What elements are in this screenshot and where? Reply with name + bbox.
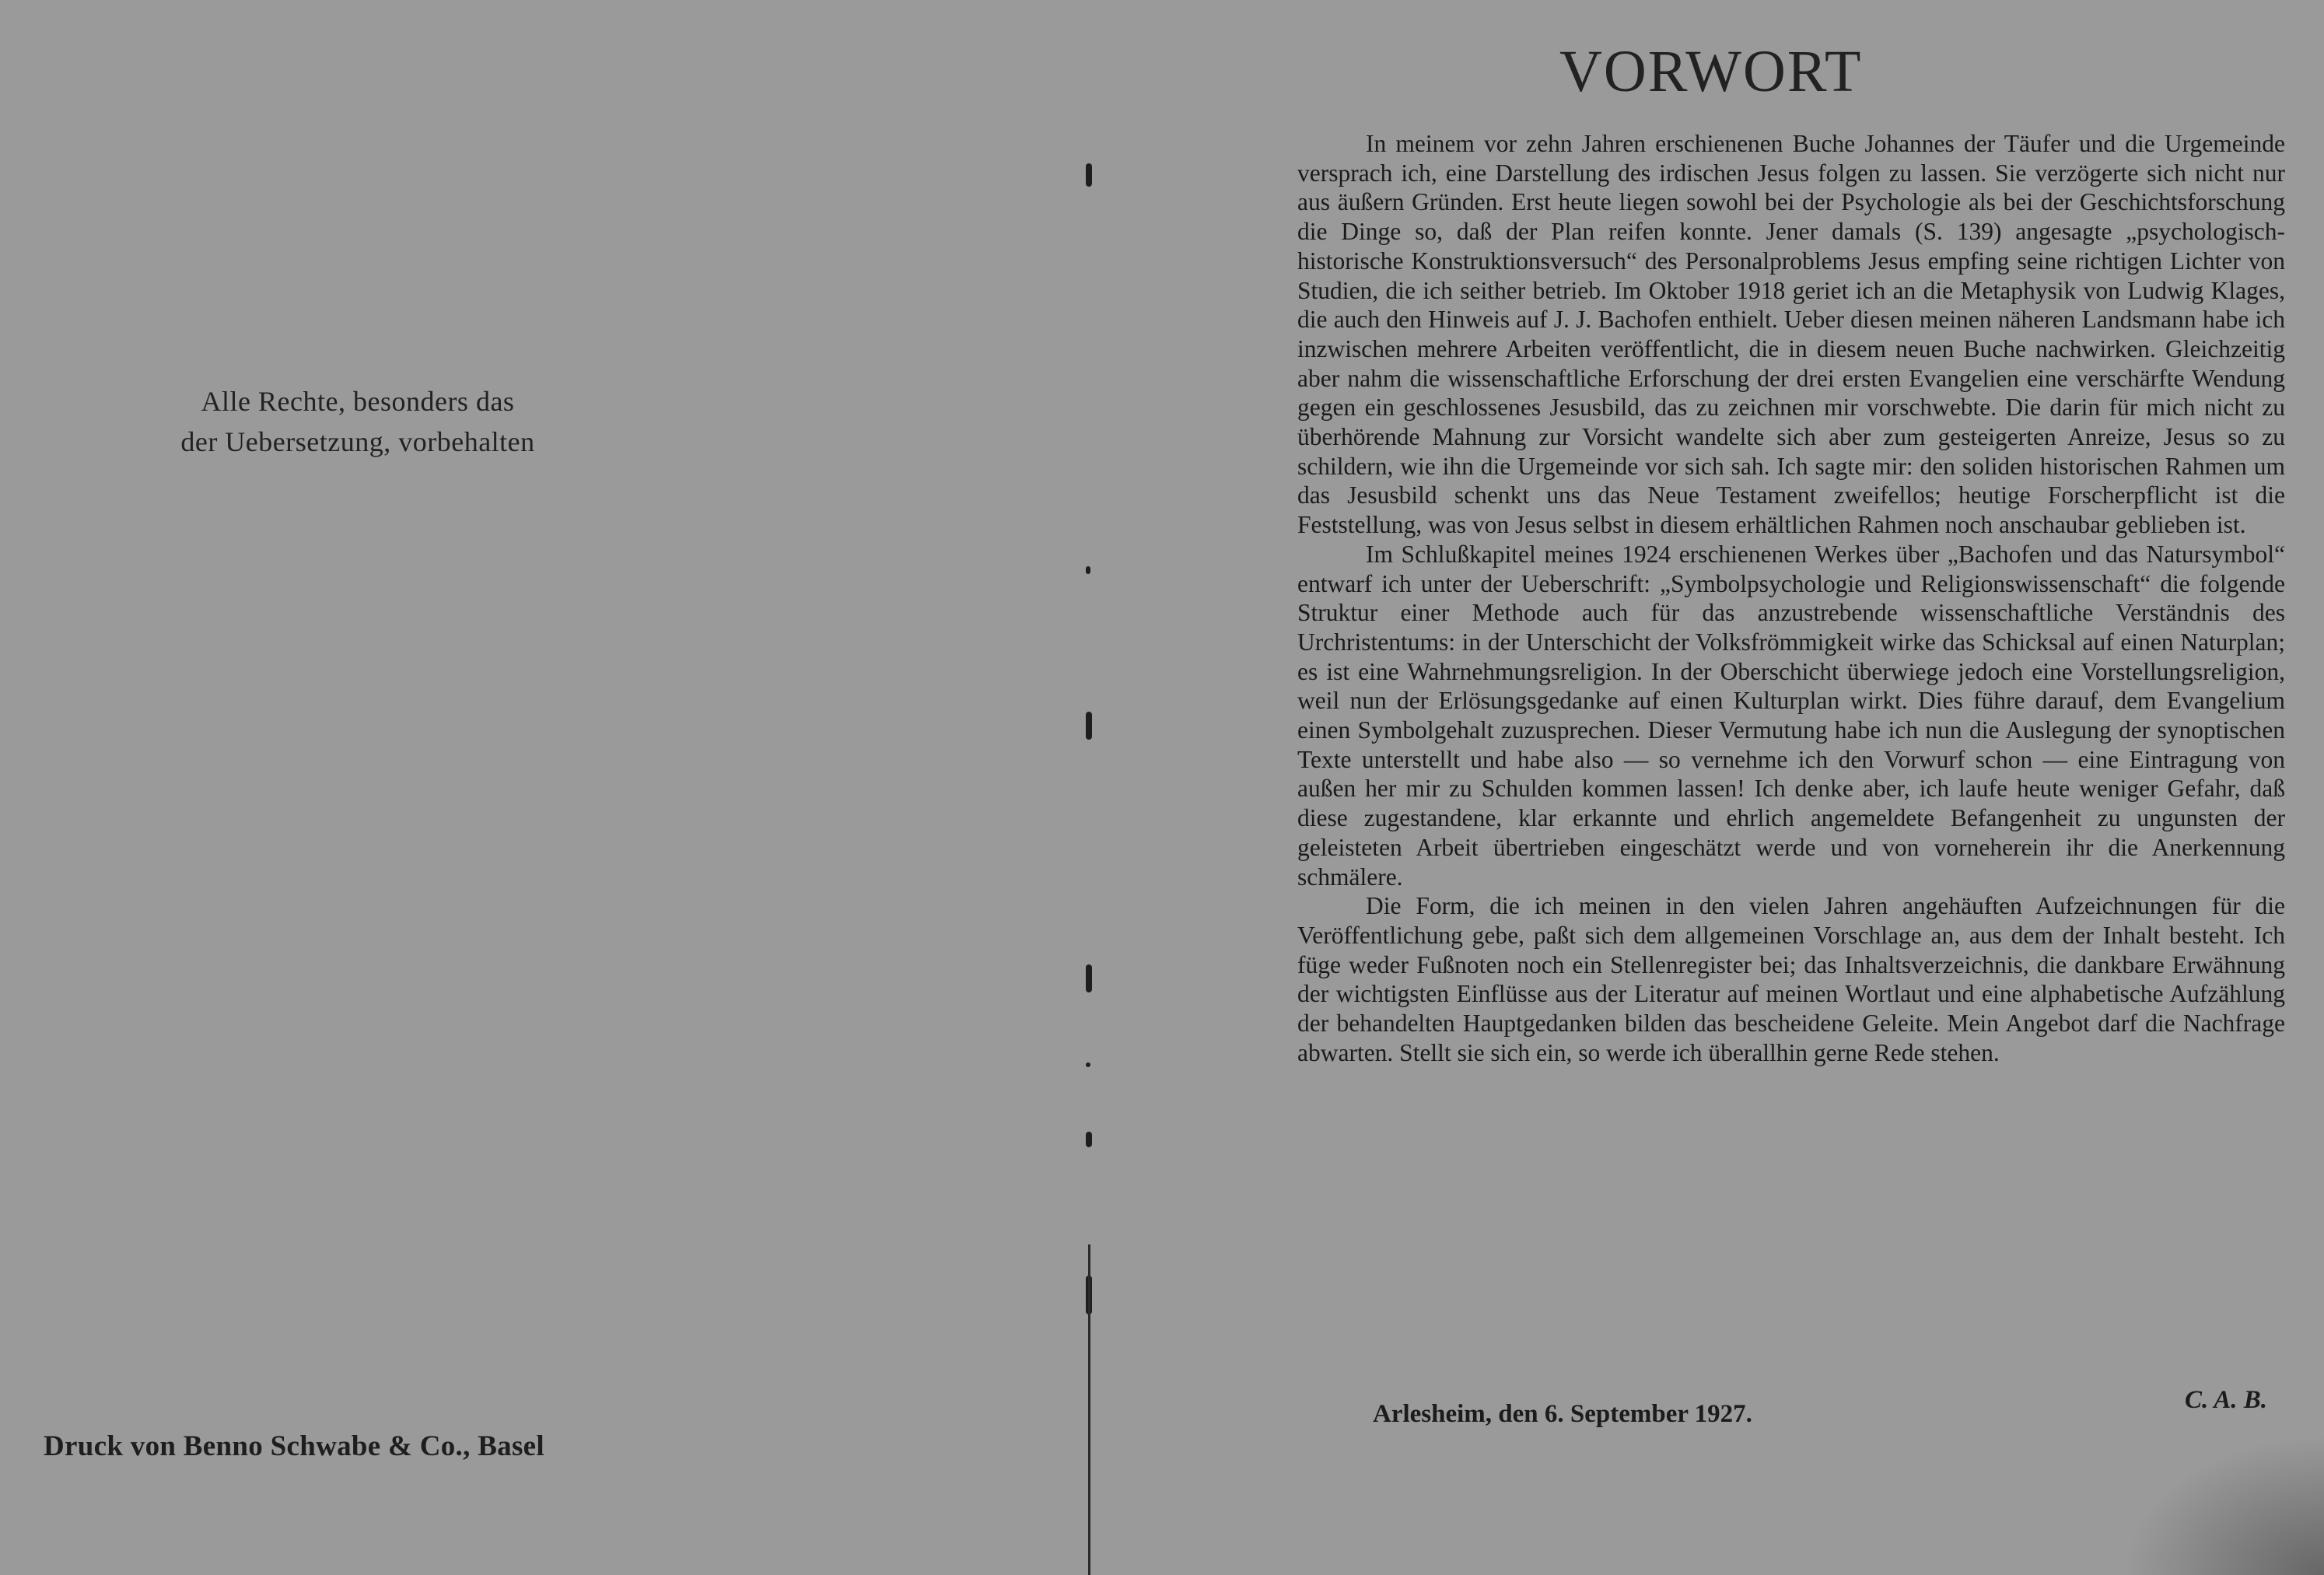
closing-line xyxy=(1373,1386,2291,1433)
paragraph-1: In meinem vor zehn Jahren erschienenen Buche Johannes der Täufer und die Urgemeinde versprach ich, eine Darstellung des irdischen Jesus folgen zu lassen. Sie verzögerte sich nicht nur aus äußern Gründen. Erst heute liegen sowohl bei der Psychologie als bei der Geschichtsforschung die Dinge so, daß der Plan reifen konnte. Jener damals (S. 139) angesagte „psychologisch-historische Konstruktionsversuch“ des Personalproblems Jesus empfing seine richtigen Lichter von Studien, die ich seither betrieb. Im Oktober 1918 geriet ich an die Metaphysik von Ludwig Klages, die auch den Hinweis auf J. J. Bachofen enthielt. Ueber diesen meinen näheren Landsmann habe ich inzwischen mehrere Arbeiten veröffentlicht, die in diesem neuen Buche nachwirken. Gleichzeitig aber nahm die wissenschaftliche Erforschung der drei ersten Evangelien eine verschärfte Wendung gegen ein geschlossenes Jesusbild, das zu zeichnen mir vorschwebte. Die darin für mich nicht zu überhörende Mahnung zur Vorsicht wandelte sich aber zum gesteigerten Anreize, Jesus so zu schildern, wie ihn die Urgemeinde vor sich sah. Ich sagte mir: den soliden historischen Rahmen um das Jesusbild schenkt uns das Neue Testament zweifellos; heutige Forscherpflicht ist die Feststellung, was von Jesus selbst in diesem erhältlichen Rahmen noch anschaubar geblieben ist. xyxy=(1297,130,2285,539)
rights-notice-line-1: Alle Rechte, besonders das xyxy=(201,386,515,417)
page-corner-stain xyxy=(2122,1435,2324,1575)
binding-mark xyxy=(1086,712,1092,740)
preface-text xyxy=(1297,129,2285,1068)
printer-imprint: Druck von Benno Schwabe & Co., Basel xyxy=(44,1430,544,1462)
paragraph-3: Die Form, die ich meinen in den vielen Jahren angehäuften Aufzeichnungen für die Veröffentlichung gebe, paßt sich dem allgemeinen Vorschlage an, aus dem der Inhalt besteht. Ich füge weder Fußnoten noch ein Stellenregister bei; das Inhaltsverzeichnis, die dankbare Erwähnung der wichtigsten Einflüsse aus der Literatur auf meinen Wortlaut und eine alphabetische Aufzählung der behandelten Hauptgedanken bilden das bescheidene Geleite. Mein Angebot darf die Nachfrage abwarten. Stellt sie sich ein, so werde ich überallhin gerne Rede stehen. xyxy=(1297,892,2285,1066)
binding-mark xyxy=(1086,566,1090,574)
binding-mark xyxy=(1086,1132,1092,1147)
author-initials: C. A. B. xyxy=(2184,1386,2267,1414)
right-page xyxy=(1093,0,2324,1575)
place-date: Arlesheim, den 6. September 1927. xyxy=(1373,1400,1752,1428)
rights-notice-line-2: der Uebersetzung, vorbehalten xyxy=(180,426,535,457)
binding-mark xyxy=(1086,964,1092,992)
binding-mark xyxy=(1086,163,1092,187)
paragraph-2: Im Schlußkapitel meines 1924 erschienenen Werkes über „Bachofen und das Natursymbol“ entwarf ich unter der Ueberschrift: „Symbolpsychologie und Religionswissenschaft“ die folgende Struktur einer Methode auch für das anzustrebende wissenschaftliche Verständnis des Urchristentums: in der Unterschicht der Volksfrömmigkeit wirke das Schicksal auf einen Naturplan; es ist eine Wahrnehmungsreligion. In der Oberschicht überwiege jedoch eine Vorstellungsreligion, weil nun der Erlösungsgedanke auf einen Kulturplan wirkt. Dies führe darauf, dem Evangelium einen Symbolgehalt zuzusprechen. Dieser Vermutung habe ich nun die Auslegung der synoptischen Texte unterstellt und habe also — so vernehme ich den Vorwurf schon — eine Eintragung von außen her mir zu Schulden kommen lassen! Ich denke aber, ich laufe heute weniger Gefahr, daß diese zugestandene, klar erkannte und ehrlich angemeldete Befangenheit zu ungunsten der geleisteten Arbeit übertrieben eingeschätzt werde und von vorneherein ihr die Anerkennung schmälere. xyxy=(1297,540,2285,891)
binding-shadow xyxy=(1088,1244,1090,1575)
binding-mark xyxy=(1086,1062,1090,1067)
rights-notice xyxy=(93,381,622,462)
left-page xyxy=(0,0,1085,1575)
page-title: VORWORT xyxy=(1559,39,1863,104)
